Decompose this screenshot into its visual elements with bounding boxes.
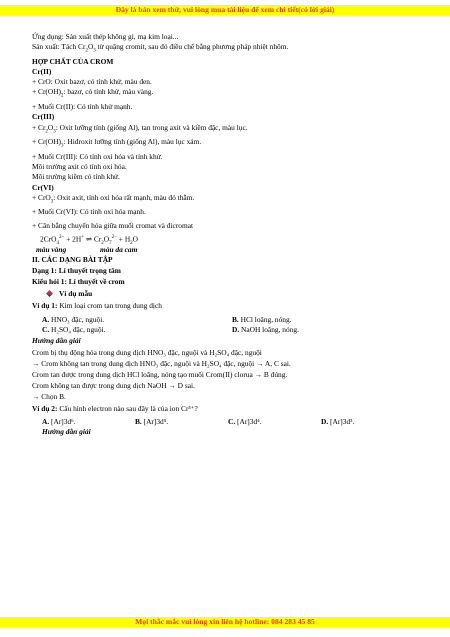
text-line: Môi trường axit có tính oxi hóa. bbox=[32, 162, 127, 172]
solution-line: Crom tan được trong dung dịch HCl loãng, nóng tạo muối Crom(II) clorua → B đúng. bbox=[32, 370, 288, 380]
label-orange: màu da cam bbox=[100, 244, 138, 254]
text-line: + CrO: Oxit bazơ, có tính khử, màu đen. bbox=[32, 77, 152, 87]
equation-labels bbox=[32, 245, 422, 255]
answer-option-c[interactable]: C. [Ar]3d⁴. bbox=[228, 416, 262, 426]
dang-heading: Dạng 1: Lí thuyết trọng tâm bbox=[32, 266, 121, 276]
text-line: Môi trường kiềm có tính khử. bbox=[32, 172, 120, 182]
text-line: + $Cr(OH)_2$: bazơ, có tính khử, màu vàng. bbox=[32, 87, 154, 99]
solution-line: → Chọn B. bbox=[32, 392, 66, 402]
text-line: + $Cr_2O_3$: Oxit lưỡng tính (giống Al), tan trong axit và kiềm đặc, màu lục. bbox=[32, 122, 248, 135]
answer-option-a[interactable]: A. HNO₃ đặc, nguội. bbox=[42, 315, 105, 325]
example-heading: Ví dụ mẫu bbox=[32, 289, 422, 299]
solution-line: → Crom không tan trong dung dịch HNO₃ đặc, nguội và H₂SO₄ đặc, nguội → A, C sai. bbox=[32, 358, 291, 368]
solution-heading: Hướng dẫn giải bbox=[32, 336, 81, 346]
text-line: + Cân bằng chuyển hóa giữa muối cromat và đicromat bbox=[32, 220, 194, 230]
kieu-heading: Kiểu hỏi 1: Lí thuyết về crom bbox=[32, 277, 125, 287]
text-line: Sản xuất: Tách $Cr_2O_3$ từ quặng cromit, sau đó điều chế bằng phương pháp nhiệt nhôm. bbox=[32, 42, 289, 54]
question-1: Ví dụ 1: Kim loại crom tan trong dung dịch bbox=[32, 300, 162, 310]
label-yellow: màu vàng bbox=[36, 244, 67, 254]
solution-heading: Hướng dẫn giải bbox=[42, 427, 91, 437]
text-line: + CrO$_3$: Oxit axit, tính oxi hóa rất mạnh, màu đỏ thẫm. bbox=[32, 192, 195, 205]
solution-line: Crom không tan được trong dung dịch NaOH → D sai. bbox=[32, 381, 195, 391]
subheading-cr2: Cr(II) bbox=[32, 67, 52, 77]
subheading-cr3: Cr(III) bbox=[32, 112, 55, 122]
solution-line: Crom bị thụ động hóa trong dung dịch HNO₃ đặc, nguội và H₂SO₄ đặc, nguội bbox=[32, 347, 262, 357]
answer-options-row bbox=[32, 417, 422, 427]
answer-options-row bbox=[32, 315, 422, 325]
text-line: + Muối Cr(II): Có tính khử mạnh. bbox=[32, 102, 133, 112]
section-heading: HỢP CHẤT CỦA CROM bbox=[32, 56, 114, 66]
answer-option-c[interactable]: C. H₂SO₄ đặc, nguội. bbox=[42, 325, 106, 335]
section-heading: II. CÁC DẠNG BÀI TẬP bbox=[32, 255, 113, 264]
answer-option-b[interactable]: B. [Ar]3d⁵. bbox=[135, 416, 169, 426]
text-line: + Muối Cr(III): Có tính oxi hóa và tính khử. bbox=[32, 151, 163, 161]
text-line: Ứng dụng: Sản xuất thép không gỉ, mạ kim loại... bbox=[32, 32, 179, 41]
document-body bbox=[32, 32, 422, 437]
subheading-cr6: Cr(VI) bbox=[32, 182, 54, 192]
question-2: Ví dụ 2: Cấu hình electron nào sau đây là của ion Cr³⁺? bbox=[32, 403, 198, 413]
answer-options-row bbox=[32, 325, 422, 335]
header-banner: Đây là bản xem thử, vui lòng mua tài liệu để xem chi tiết(có lời giải) bbox=[0, 5, 450, 15]
answer-option-a[interactable]: A. [Ar]3d⁶. bbox=[42, 416, 76, 426]
answer-option-d[interactable]: D. NaOH loãng, nóng. bbox=[232, 325, 299, 335]
chemical-equation: 2CrO$_4^{2-}$ + 2H+ ⇌ $Cr_2O_7^{2-} + H_2O$ bbox=[40, 234, 138, 246]
answer-option-d[interactable]: D. [Ar]3d³. bbox=[321, 416, 355, 426]
arrow-bullet-icon bbox=[46, 290, 53, 297]
text-line: + $Cr(OH)_3$: Hiđroxit lưỡng tính (giống Al), màu lục xám. bbox=[32, 137, 202, 149]
answer-option-b[interactable]: B. HCl loãng, nóng. bbox=[232, 315, 292, 325]
footer-banner: Mọi thắc mắc vui lòng xin liên hệ hotline: 084 283 45 85 bbox=[0, 617, 450, 627]
text-line: + Muối Cr(VI): Có tính oxi hóa mạnh. bbox=[32, 207, 146, 217]
